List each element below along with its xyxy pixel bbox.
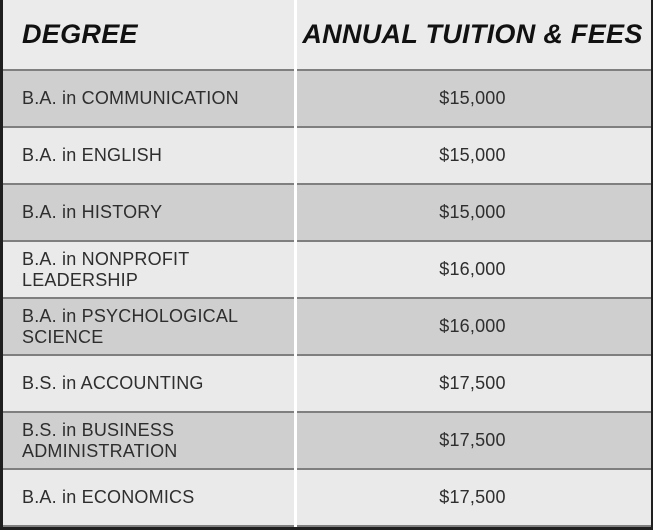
table-row	[3, 356, 651, 413]
degree-cell: B.A. in HISTORY	[22, 202, 163, 222]
table-row	[3, 128, 651, 185]
column-divider	[294, 0, 297, 527]
degree-cell: B.A. in ECONOMICS	[22, 487, 195, 507]
table-row	[3, 242, 651, 299]
tuition-cell: $17,500	[439, 487, 506, 507]
tuition-cell: $15,000	[439, 145, 506, 165]
degree-cell: B.A. in ENGLISH	[22, 145, 163, 165]
degree-cell: B.S. in ACCOUNTING	[22, 373, 204, 393]
tuition-cell: $16,000	[439, 316, 506, 336]
column-header-degree: DEGREE	[22, 19, 138, 49]
table-row	[3, 185, 651, 242]
table-header-row	[3, 0, 651, 71]
table-row	[3, 413, 651, 470]
table-row	[3, 470, 651, 527]
tuition-cell: $17,500	[439, 373, 506, 393]
degree-cell: B.A. in PSYCHOLOGICAL SCIENCE	[22, 305, 238, 347]
degree-cell: B.A. in COMMUNICATION	[22, 88, 239, 108]
column-header-tuition: ANNUAL TUITION & FEES	[302, 19, 643, 49]
table-row	[3, 299, 651, 356]
tuition-cell: $15,000	[439, 202, 506, 222]
degree-cell: B.S. in BUSINESS ADMINISTRATION	[22, 419, 178, 461]
tuition-cell: $16,000	[439, 259, 506, 279]
table-row	[3, 71, 651, 128]
tuition-cell: $15,000	[439, 88, 506, 108]
tuition-cell: $17,500	[439, 430, 506, 450]
degree-cell: B.A. in NONPROFIT LEADERSHIP	[22, 248, 190, 290]
